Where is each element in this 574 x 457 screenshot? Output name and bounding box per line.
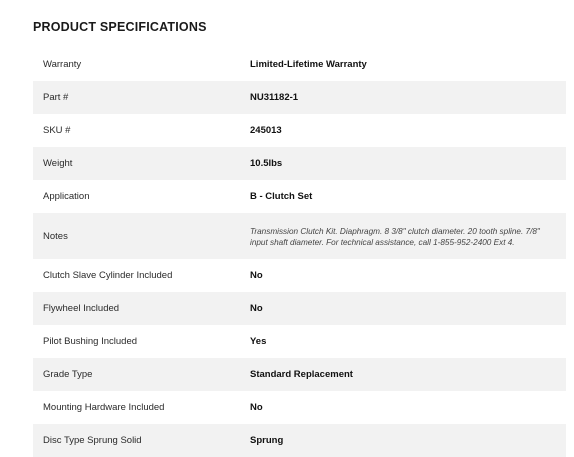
- specifications-table: [33, 48, 566, 457]
- spec-value: 10.5lbs: [250, 158, 283, 169]
- spec-row-application: [33, 180, 566, 213]
- spec-label: Pilot Bushing Included: [43, 336, 138, 347]
- spec-value: Limited-Lifetime Warranty: [250, 59, 367, 70]
- spec-value: No: [250, 402, 263, 413]
- spec-row-sku: [33, 114, 566, 147]
- spec-value: Yes: [250, 336, 267, 347]
- spec-value: NU31182-1: [250, 92, 299, 103]
- spec-row-warranty: [33, 48, 566, 81]
- spec-notes-value: Transmission Clutch Kit. Diaphragm. 8 3/8" clutch diameter. 20 tooth spline. 7/8" input shaft diameter. For technical assistance, call 1-855-952-2400 Ext 4.: [250, 227, 540, 247]
- spec-row-disc-type: [33, 424, 566, 457]
- spec-label: Application: [43, 191, 90, 202]
- spec-label: Notes: [43, 230, 68, 242]
- spec-row-flywheel: [33, 292, 566, 325]
- spec-value: 245013: [250, 125, 282, 136]
- spec-label: Part #: [43, 92, 69, 103]
- spec-label: Weight: [43, 158, 73, 169]
- spec-row-notes: [33, 213, 566, 259]
- spec-value: Sprung: [250, 435, 284, 446]
- spec-row-grade-type: [33, 358, 566, 391]
- spec-row-pilot-bushing: [33, 325, 566, 358]
- spec-value: No: [250, 270, 263, 281]
- spec-value: Standard Replacement: [250, 369, 353, 380]
- spec-label: Clutch Slave Cylinder Included: [43, 270, 173, 281]
- spec-value: B - Clutch Set: [250, 191, 313, 202]
- spec-row-clutch-slave-cylinder: [33, 259, 566, 292]
- spec-row-part-number: [33, 81, 566, 114]
- spec-label: Flywheel Included: [43, 303, 120, 314]
- spec-label: Grade Type: [43, 369, 93, 380]
- spec-label: SKU #: [43, 125, 71, 136]
- section-title: PRODUCT SPECIFICATIONS: [33, 20, 207, 34]
- spec-label: Mounting Hardware Included: [43, 402, 165, 413]
- spec-label: Disc Type Sprung Solid: [43, 435, 142, 446]
- spec-value: No: [250, 303, 263, 314]
- spec-row-mounting-hardware: [33, 391, 566, 424]
- spec-label: Warranty: [43, 59, 82, 70]
- spec-row-weight: [33, 147, 566, 180]
